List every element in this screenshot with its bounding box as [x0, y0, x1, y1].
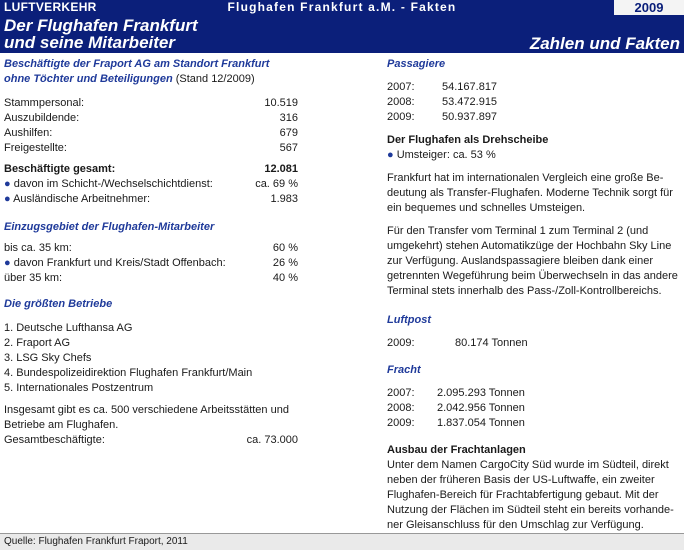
staff-table	[4, 96, 298, 156]
bullet-icon: ●	[4, 193, 14, 205]
table-row: ● davon Frankfurt und Kreis/Stadt Offenbach: 26 %	[4, 257, 298, 269]
transfer-paragraph: Für den Transfer vom Terminal 1 zum Terminal 2 (und umgekehrt) stehen Automatikzüge der Hochbahn Sky Line zur Verfügung. Auslandspassagiere bleiben dank einer getrennten Wegeführung beim Überwechseln in das andere Terminal stets innerhalb des Pass-/Zoll-Kontrollbereichs.	[387, 225, 678, 297]
banner-subtitle: Zahlen und Fakten	[529, 34, 680, 53]
list-item: 2. Fraport AG	[4, 337, 71, 349]
airmail-row: 2009: 80.174 Tonnen	[387, 337, 528, 349]
table-row: ● Ausländische Arbeitnehmer: 1.983	[4, 193, 298, 205]
section-label: LUFTVERKEHR	[4, 0, 97, 14]
cargo-heading: Fracht	[387, 364, 421, 376]
hub-heading: Der Flughafen als Drehscheibe	[387, 134, 549, 146]
table-row: Freigestellte: 567	[4, 142, 298, 154]
total-row: Beschäftigte gesamt: 12.081	[4, 163, 298, 175]
source-footer	[0, 533, 684, 550]
banner	[0, 15, 684, 53]
bullet-icon: ●	[4, 178, 14, 190]
passengers-table: 2007: 54.167.817 2008: 53.472.915 2009: 50.937.897	[387, 81, 498, 123]
table-row: ● davon im Schicht-/Wechselschichtdienst: ca. 69 %	[4, 178, 298, 190]
source-text: Quelle: Flughafen Frankfurt Fraport, 2011	[4, 536, 188, 547]
table-row: über 35 km: 40 %	[4, 272, 298, 284]
table-row: Stammpersonal: 10.519	[4, 97, 298, 109]
list-item: 4. Bundespolizeidirektion Flughafen Frankfurt/Main	[4, 367, 253, 379]
right-column	[387, 57, 679, 533]
page-title: Der Flughafen Frankfurt und seine Mitarbeiter	[4, 16, 198, 52]
header-title: Flughafen Frankfurt a.M. - Fakten	[227, 0, 457, 14]
total-employees-row: Gesamtbeschäftigte: ca. 73.000	[4, 434, 298, 446]
passengers-heading: Passagiere	[387, 58, 446, 70]
bullet-icon: ●	[4, 257, 14, 269]
companies-heading: Die größten Betriebe	[4, 298, 113, 310]
list-item: 5. Internationales Postzentrum	[4, 382, 154, 394]
bullet-icon: ●	[387, 149, 397, 161]
cargo-expansion-paragraph: Unter dem Namen CargoCity Süd wurde im Südteil, direkt neben der früheren Basis der US-Luftwaffe, ein zweiter Flughafen-Bereich für Frachtabfertigung gebaut. Mit der Nutzung der Flächen im Südteil steht ein bereits vorhande- ner Gleisanschluss für den Umschlag zur Verfügung.	[387, 459, 674, 531]
companies-list	[4, 321, 298, 396]
list-item: 1. Deutsche Lufthansa AG	[4, 322, 133, 334]
table-row: Aushilfen: 679	[4, 127, 298, 139]
transfer-share: ● Umsteiger: ca. 53 %	[387, 149, 496, 161]
cargo-table: 2007: 2.095.293 Tonnen 2008: 2.042.956 Tonnen 2009: 1.837.054 Tonnen	[387, 387, 525, 429]
table-row: bis ca. 35 km: 60 %	[4, 242, 298, 254]
top-bar	[0, 0, 684, 15]
airmail-heading: Luftpost	[387, 314, 431, 326]
employees-heading: Beschäftigte der Fraport AG am Standort Frankfurt ohne Töchter und Beteiligungen (Stand 12/2009)	[4, 58, 270, 85]
table-row: Auszubildende: 316	[4, 112, 298, 124]
year-badge: 2009	[613, 0, 684, 15]
left-column	[4, 57, 298, 448]
summary-text: Insgesamt gibt es ca. 500 verschiedene Arbeitsstätten und Betriebe am Flughafen.	[4, 404, 289, 431]
cargo-expansion-heading: Ausbau der Frachtanlagen	[387, 444, 526, 456]
hub-paragraph: Frankfurt hat im internationalen Vergleich eine große Be- deutung als Transfer-Flughafen. Moderne Technik sorgt für ein bequemes und schnelles Umsteigen.	[387, 172, 673, 214]
list-item: 3. LSG Sky Chefs	[4, 352, 92, 364]
area-heading: Einzugsgebiet der Flughafen-Mitarbeiter	[4, 221, 215, 233]
